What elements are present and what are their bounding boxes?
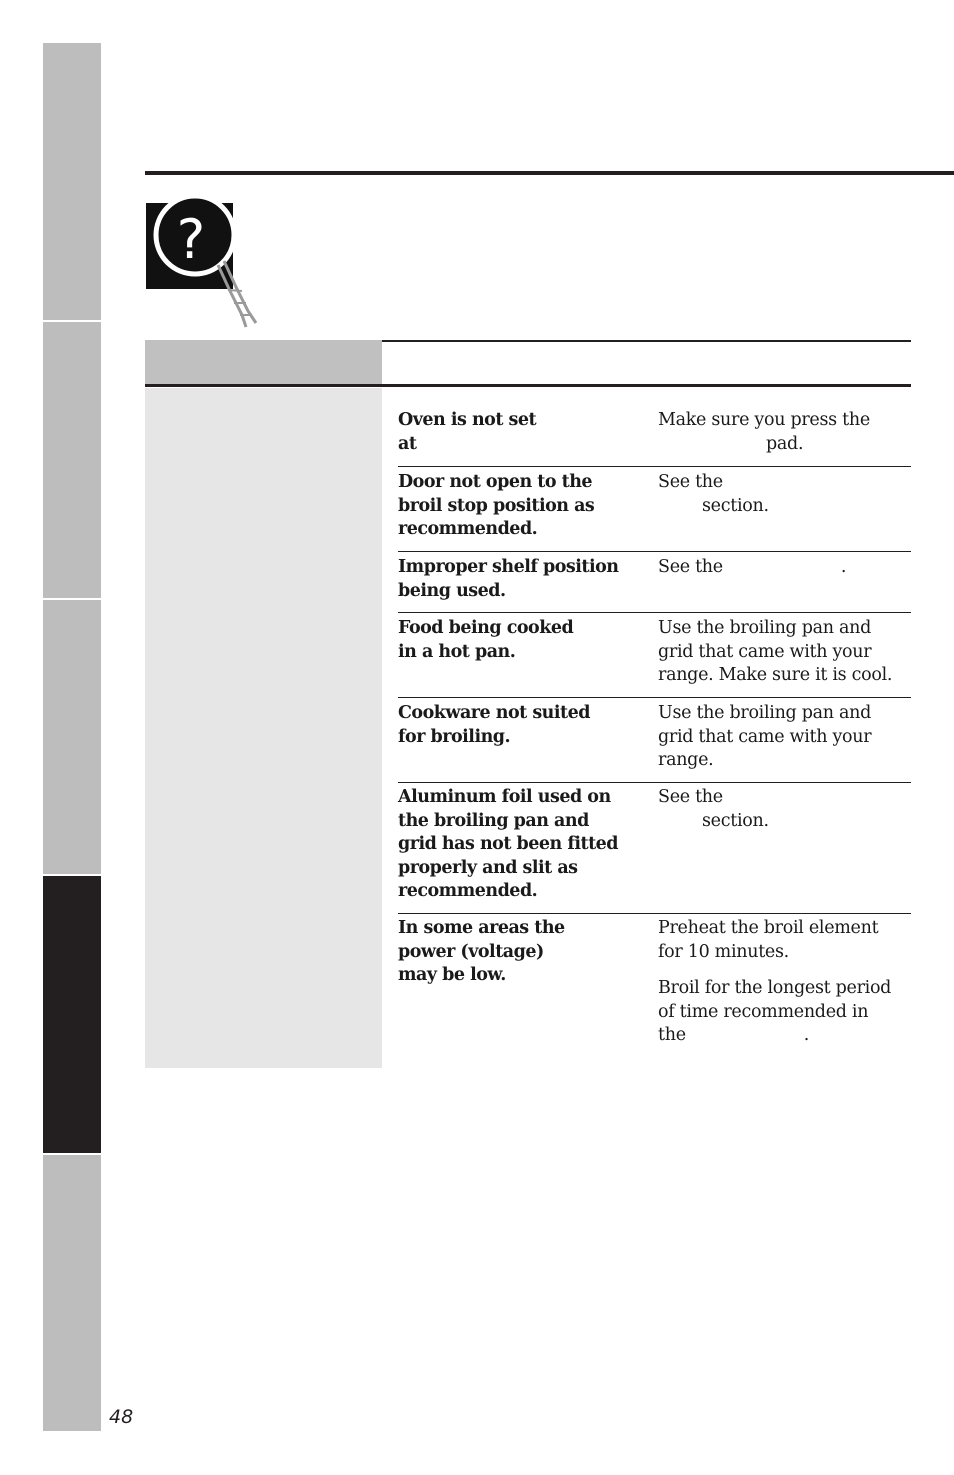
cause-line: Food being cooked [398, 618, 574, 638]
fix-line: Make sure you press the [658, 410, 870, 430]
header-bottom-rule [145, 384, 911, 387]
cause-line: for broiling. [398, 726, 511, 747]
fix-line: Preheat the broil element [658, 918, 879, 938]
fix-text: the [658, 1025, 686, 1045]
cause-line: In some areas the [398, 918, 565, 938]
top-rule [145, 171, 954, 175]
cause-line: Aluminum foil used on [398, 787, 611, 807]
cause-line: recommended. [398, 519, 538, 539]
cause-cell [398, 917, 628, 988]
fix-cell [658, 702, 911, 773]
fix-cell [658, 617, 911, 688]
header-top-rule [382, 340, 911, 342]
cause-cell [398, 409, 628, 456]
fix-line: grid that came with your [658, 726, 872, 747]
cause-line: Oven is not set [398, 410, 537, 430]
row-divider [398, 913, 911, 914]
header-problem-cell [145, 340, 382, 385]
cause-line: Improper shelf position [398, 557, 619, 577]
fix-text: . [803, 1025, 810, 1045]
cause-line: power (voltage) [398, 941, 544, 962]
fix-cell [658, 917, 911, 1048]
fix-line: Use the broiling pan and [658, 703, 871, 723]
fix-line: section. [702, 810, 769, 831]
side-tab-2 [43, 322, 101, 598]
row-divider [398, 782, 911, 783]
fix-line: Use the broiling pan and [658, 618, 871, 638]
cause-line: recommended. [398, 881, 538, 901]
fix-text: See the [658, 557, 723, 577]
table-header [145, 340, 911, 385]
fix-cell [658, 786, 911, 833]
cause-line: at [398, 433, 417, 454]
row-divider [398, 612, 911, 613]
row-divider [398, 697, 911, 698]
question-mark-magnifier-icon [146, 195, 264, 333]
side-tab-3 [43, 600, 101, 874]
fix-line: See the [658, 472, 723, 492]
fix-line: pad. [766, 433, 804, 454]
side-tab-5 [43, 1155, 101, 1431]
cause-line: Cookware not suited [398, 703, 590, 723]
fix-line: range. [658, 750, 714, 770]
fix-line [658, 556, 911, 580]
fix-line: of time recommended in [658, 1001, 869, 1022]
fix-line: Broil for the longest period [658, 978, 892, 998]
fix-line [658, 1024, 911, 1048]
svg-text:?: ? [176, 208, 206, 271]
row-divider [398, 466, 911, 467]
cause-cell [398, 786, 628, 904]
cause-line: properly and slit as [398, 857, 578, 878]
cause-line: in a hot pan. [398, 641, 516, 662]
cause-cell [398, 702, 628, 749]
page-number: 48 [109, 1406, 134, 1428]
fix-text: . [840, 557, 847, 577]
fix-line: grid that came with your [658, 641, 872, 662]
fix-line: section. [702, 495, 769, 516]
cause-line: being used. [398, 580, 506, 601]
cause-line: may be low. [398, 965, 506, 985]
fix-cell [658, 471, 911, 518]
cause-line: broil stop position as [398, 495, 595, 516]
fix-cell [658, 556, 911, 580]
side-tab-1 [43, 43, 101, 320]
cause-line: Door not open to the [398, 472, 593, 492]
fix-cell [658, 409, 911, 456]
cause-line: grid has not been fitted [398, 834, 619, 854]
cause-cell [398, 471, 628, 542]
fix-line: for 10 minutes. [658, 941, 789, 962]
fix-line: range. Make sure it is cool. [658, 665, 893, 685]
cause-cell [398, 617, 628, 664]
side-tab-active [43, 876, 101, 1153]
cause-cell [398, 556, 628, 603]
cause-line: the broiling pan and [398, 810, 589, 831]
problem-panel [145, 388, 382, 1068]
fix-line: See the [658, 787, 723, 807]
row-divider [398, 551, 911, 552]
